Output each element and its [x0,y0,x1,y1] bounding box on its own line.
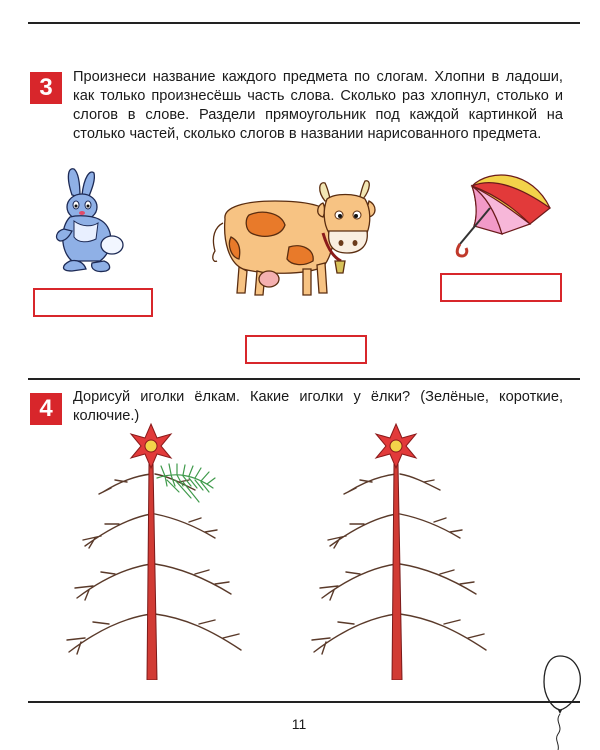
task-3-number: 3 [30,72,62,104]
umbrella-picture [450,168,555,260]
hare-picture [48,165,138,277]
top-rule [28,22,580,24]
task-4-instructions: Дорисуй иголки ёлкам. Какие иголки у ёлки? (Зелёные, короткие, колючие.) [73,389,563,424]
left-fir-tree [55,418,255,680]
bottom-rule [28,701,580,703]
task-3-instructions: Произнеси название каждого предмета по слогам. Хлопни в ладоши, как только произнесёшь часть слова. Сколько раз хлопнул, столько и слогов в слове. Раздели прямоугольник под каждой картинкой на столько частей, сколько слогов в названии нарисованного предмета. [73,69,563,142]
hare-answer-box[interactable] [33,288,153,317]
task-4-number: 4 [30,393,62,425]
right-fir-tree [300,418,500,680]
middle-rule [28,378,580,380]
page-number: 11 [291,716,307,732]
cow-answer-box[interactable] [245,335,367,364]
cow-picture [205,175,385,305]
umbrella-answer-box[interactable] [440,273,562,302]
